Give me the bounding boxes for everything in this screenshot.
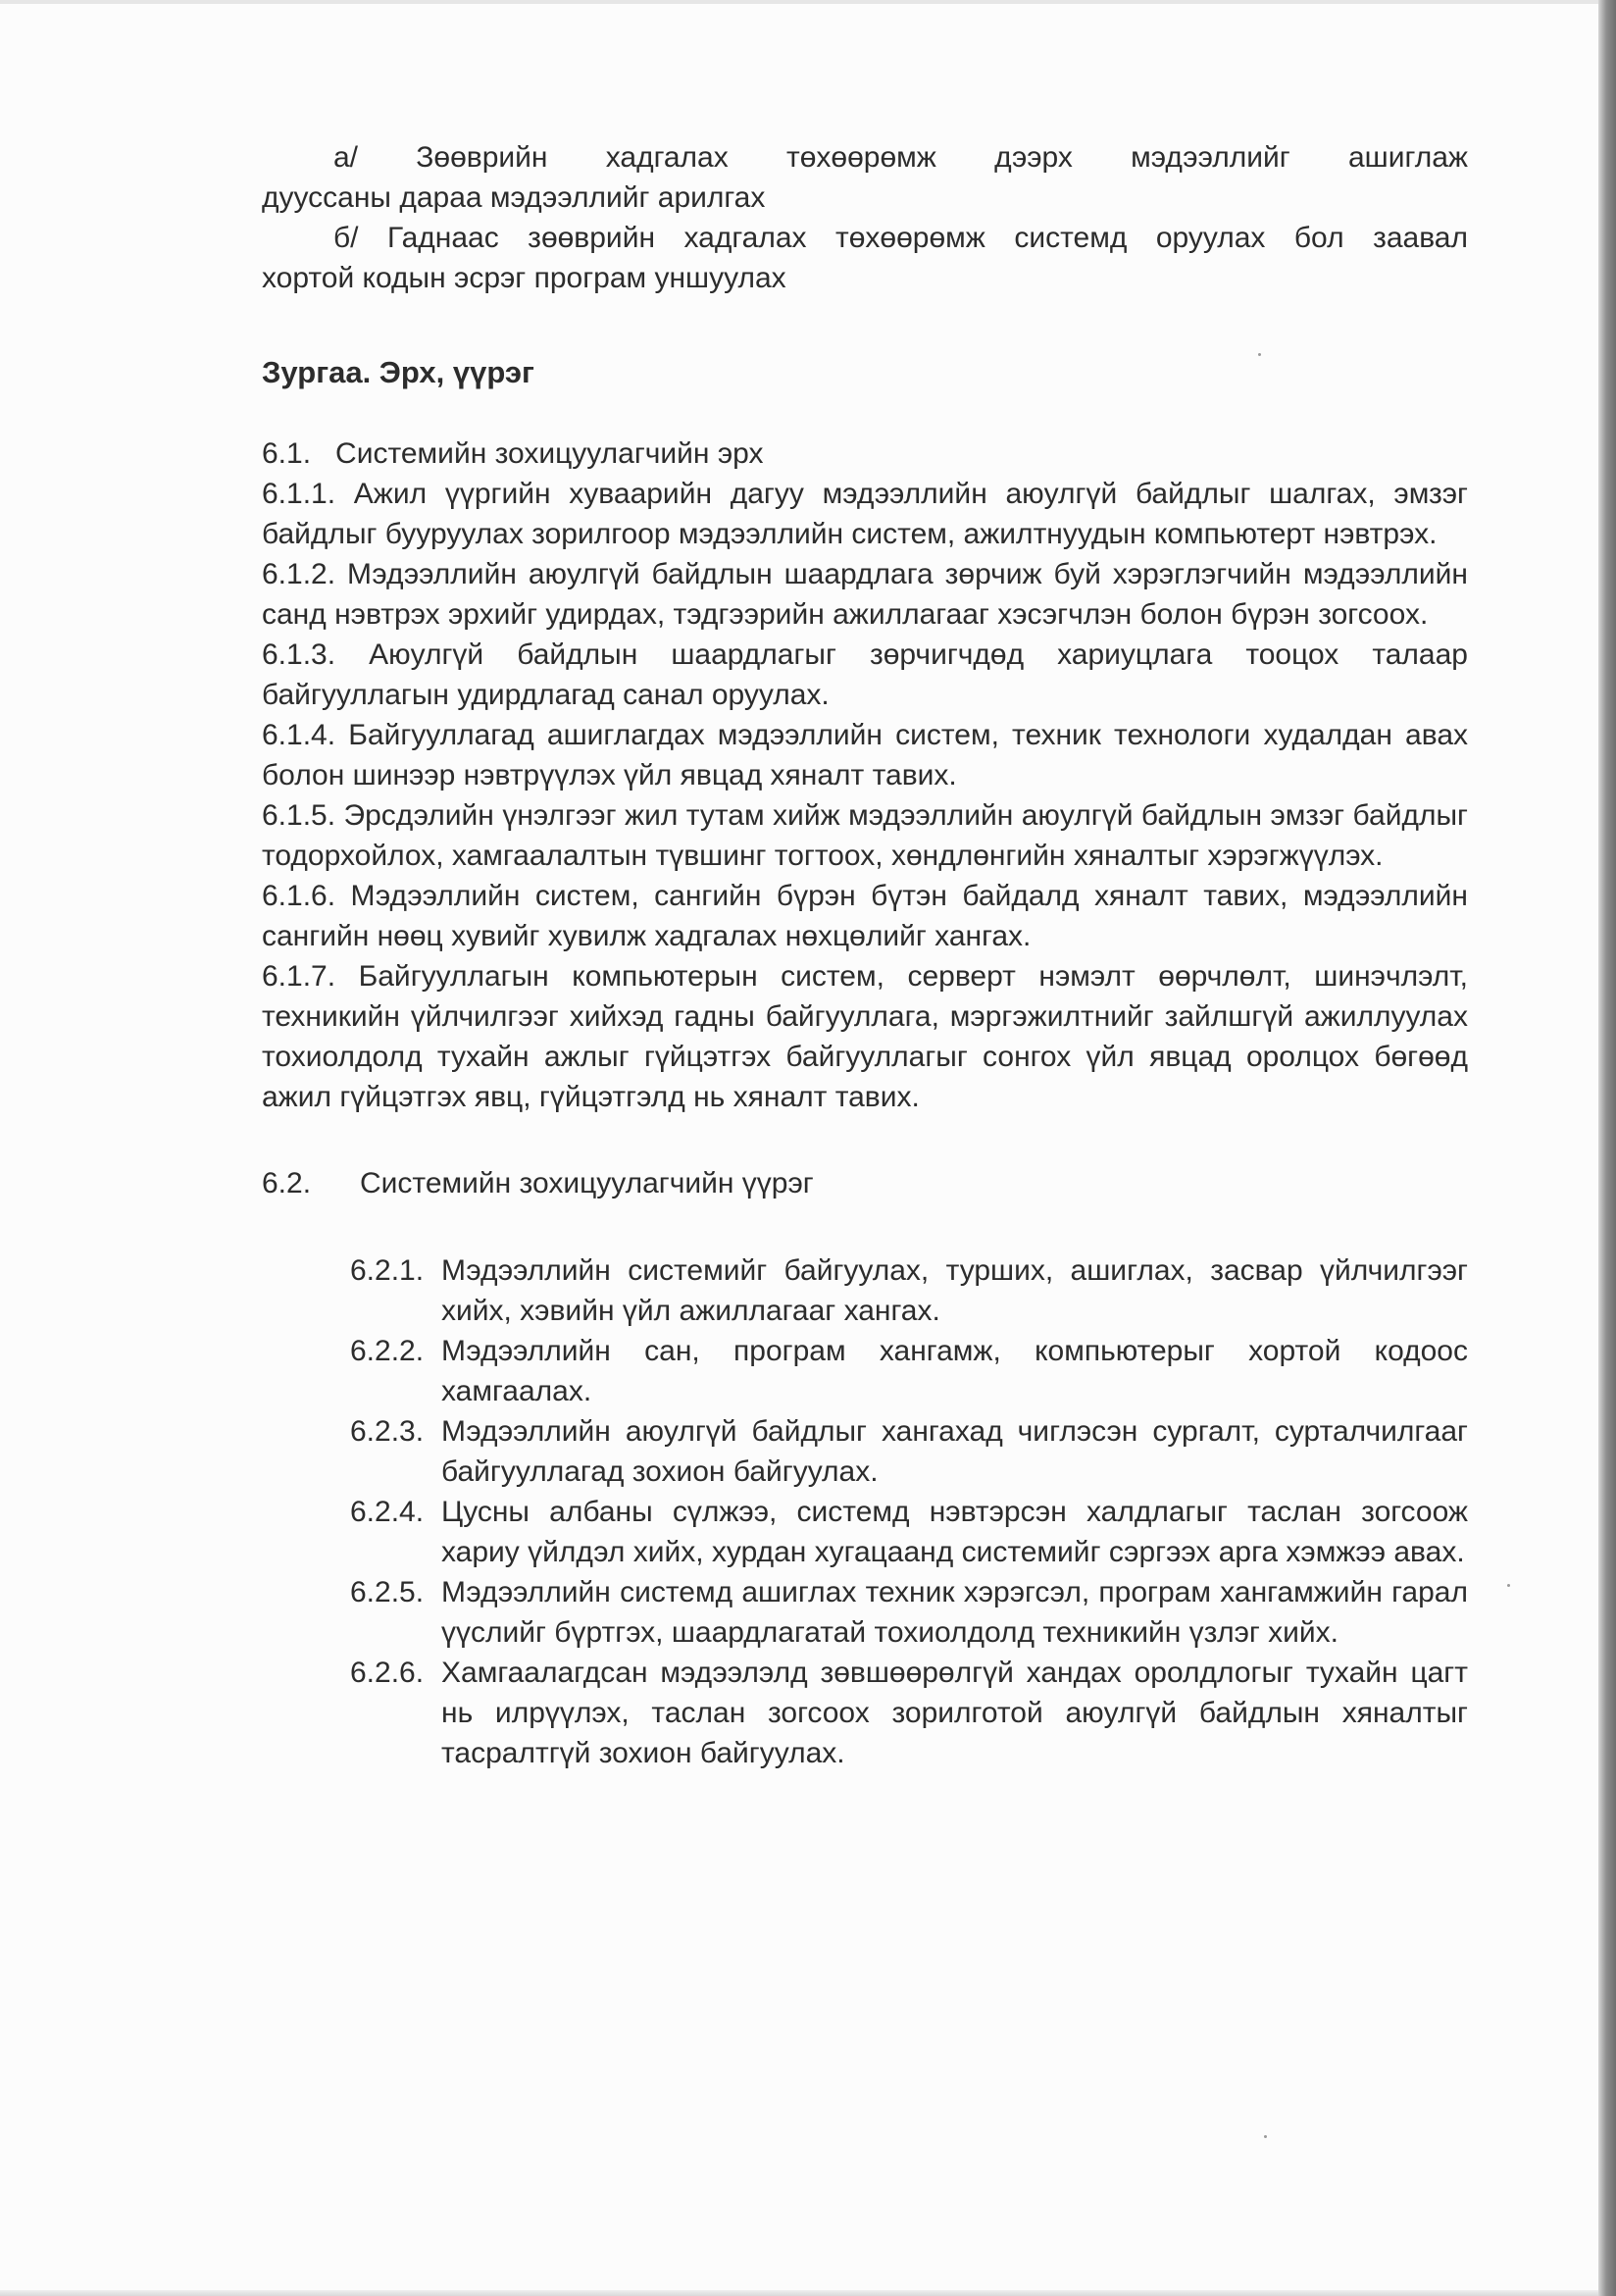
duties-item	[350, 1331, 1468, 1411]
rights-item: 6.1.2. Мэдээллийн аюулгүй байдлын шаардлага зөрчиж буй хэрэглэгчийн мэдээллийн санд нэвтрэх эрхийг удирдах, тэдгээрийн ажиллагааг хэсэгчлэн болон бүрэн зогсоох.	[262, 558, 1468, 631]
rights-item: 6.1.1. Ажил үүргийн хуваарийн дагуу мэдээллийн аюулгүй байдлыг шалгах, эмзэг байдлыг бууруулах зорилгоор мэдээллийн систем, ажилтнуудын компьютерт нэвтрэх.	[262, 478, 1468, 550]
duties-item-number: 6.2.2.	[350, 1335, 425, 1367]
duties-item	[350, 1653, 1468, 1773]
duties-list	[350, 1250, 1468, 1773]
intro-item-a-line1: а/ Зөөврийн хадгалах төхөөрөмж дээрх мэдээллийг ашиглаж	[333, 141, 1468, 174]
duties-item-text: Мэдээллийн аюулгүй байдлыг хангахад чиглэсэн сургалт, сурталчилгааг байгууллагад зохион байгуулах.	[441, 1415, 1468, 1488]
rights-item: 6.1.5. Эрсдэлийн үнэлгээг жил тутам хийж мэдээллийн аюулгүй байдлын эмзэг байдлыг тодорхойлох, хамгаалалтын түвшинг тогтоох, хөндлөнгийн хяналтыг хэрэгжүүлэх.	[262, 799, 1468, 872]
duties-item-text: Мэдээллийн системийг байгуулах, турших, ашиглах, засвар үйлчилгээг хийх, хэвийн үйл ажиллагааг хангах.	[441, 1254, 1468, 1327]
intro-item-b-line2: хортой кодын эсрэг програм уншуулах	[262, 262, 786, 294]
duties-item	[350, 1492, 1468, 1572]
duties-item	[350, 1572, 1468, 1653]
duties-item	[350, 1250, 1468, 1331]
document-body	[262, 137, 1468, 1773]
rights-item: 6.1.4. Байгууллагад ашиглагдах мэдээллийн систем, техник технологи худалдан авах болон шинээр нэвтрүүлэх үйл явцад хяналт тавих.	[262, 719, 1468, 791]
scan-dark-edge	[1598, 0, 1616, 2296]
duties-item-text: Мэдээллийн сан, програм хангамж, компьютерыг хортой кодоос хамгаалах.	[441, 1335, 1468, 1407]
intro-item-a-line2: дууссаны дараа мэдээллийг арилгах	[262, 181, 766, 214]
duties-item-number: 6.2.6.	[350, 1657, 425, 1689]
duties-item-number: 6.2.3.	[350, 1415, 425, 1448]
duties-item-text: Мэдээллийн системд ашиглах техник хэрэгсэл, програм хангамжийн гарал үүслийг бүртгэх, шаардлагатай тохиолдолд техникийн үзлэг хийх.	[441, 1576, 1468, 1649]
duties-title-row	[262, 1163, 1468, 1203]
rights-item: 6.1.7. Байгууллагын компьютерын систем, серверт нэмэлт өөрчлөлт, шинэчлэлт, техникийн үйлчилгээг хийхэд гадны байгууллага, мэргэжилтнийг зайлшгүй ажиллуулах тохиолдолд тухайн ажлыг гүйцэтгэх байгууллагыг сонгох үйл явцад оролцох бөгөөд ажил гүйцэтгэх явц, гүйцэтгэлд нь хяналт тавих.	[262, 960, 1468, 1113]
scan-speck	[1507, 1584, 1510, 1587]
duties-item-number: 6.2.5.	[350, 1576, 425, 1608]
intro-block	[262, 137, 1468, 298]
section-heading: Зургаа. Эрх, үүрэг	[262, 355, 534, 389]
scan-top-edge	[0, 0, 1598, 4]
scan-speck	[1264, 2135, 1267, 2138]
duties-title: Системийн зохицуулагчийн үүрэг	[360, 1167, 814, 1199]
rights-item: 6.1.3. Аюулгүй байдлын шаардлагыг зөрчигчдөд хариуцлага тооцох талаар байгууллагын удирдлагад санал оруулах.	[262, 638, 1468, 711]
rights-section	[262, 434, 1468, 1117]
duties-item-number: 6.2.1.	[350, 1254, 425, 1287]
duties-item	[350, 1411, 1468, 1492]
duties-number: 6.2.	[262, 1167, 312, 1199]
intro-item-b-line1: б/ Гаднаас зөөврийн хадгалах төхөөрөмж системд оруулах бол заавал	[333, 222, 1468, 254]
duties-item-text: Хамгаалагдсан мэдээлэлд зөвшөөрөлгүй хандах оролдлогыг тухайн цагт нь илрүүлэх, таслан зогсоох зорилготой аюулгүй байдлын хяналтыг тасралтгүй зохион байгуулах.	[441, 1657, 1468, 1769]
rights-item: 6.1.6. Мэдээллийн систем, сангийн бүрэн бүтэн байдалд хяналт тавих, мэдээллийн сангийн нөөц хувийг хувилж хадгалах нөхцөлийг хангах.	[262, 880, 1468, 952]
scan-bottom-edge	[0, 2290, 1598, 2296]
duties-item-number: 6.2.4.	[350, 1496, 425, 1528]
rights-title: 6.1. Системийн зохицуулагчийн эрх	[262, 437, 764, 470]
duties-item-text: Цусны албаны сүлжээ, системд нэвтэрсэн халдлагыг таслан зогсоож хариу үйлдэл хийх, хурдан хугацаанд системийг сэргээх арга хэмжээ авах.	[441, 1496, 1468, 1568]
